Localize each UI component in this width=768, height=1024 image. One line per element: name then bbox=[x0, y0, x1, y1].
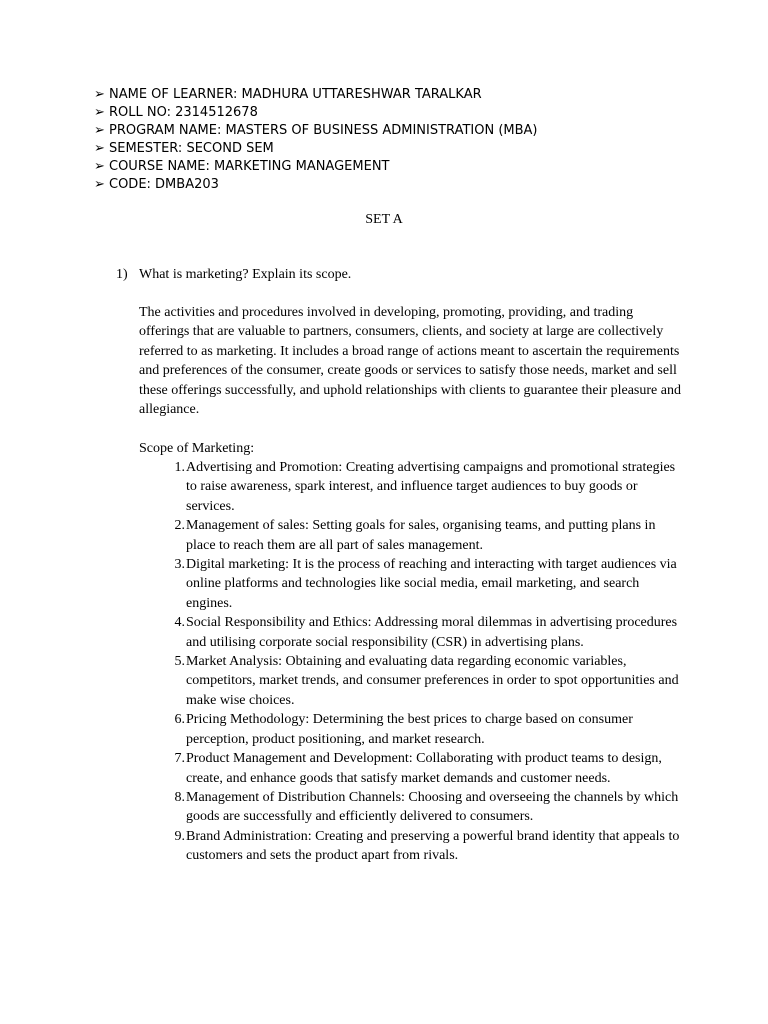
list-item-text: Social Responsibility and Ethics: Addressing moral dilemmas in advertising procedures and utilising corporate social responsibility (CSR) in advertising plans. bbox=[186, 615, 678, 650]
learner-detail-item bbox=[94, 122, 538, 140]
learner-detail-item bbox=[94, 176, 538, 194]
list-item-number: 1. bbox=[174, 460, 185, 475]
list-item-number: 5. bbox=[174, 654, 185, 670]
question bbox=[116, 265, 351, 284]
scope-list bbox=[139, 458, 684, 866]
arrow-bullet-icon: ➢ bbox=[94, 141, 105, 156]
list-item-text: Digital marketing: It is the process of reaching and interacting with target audiences via online platforms and technologies like social media, email marketing, and search engines. bbox=[186, 557, 677, 611]
list-item-number: 9. bbox=[174, 828, 185, 844]
learner-detail-item bbox=[94, 86, 538, 104]
question-number: 1) bbox=[116, 267, 128, 282]
set-title: SET A bbox=[365, 212, 403, 227]
list-item bbox=[139, 516, 684, 555]
list-item-number: 6. bbox=[174, 712, 185, 728]
list-item bbox=[139, 710, 684, 749]
list-item-text: Pricing Methodology: Determining the best prices to charge based on consumer perception, product positioning, and market research. bbox=[186, 712, 633, 747]
arrow-bullet-icon: ➢ bbox=[94, 87, 105, 102]
list-item-number: 4. bbox=[174, 615, 185, 631]
course-code: CODE: DMBA203 bbox=[109, 177, 219, 192]
list-item bbox=[139, 555, 684, 613]
arrow-bullet-icon: ➢ bbox=[94, 177, 105, 192]
learner-detail-item bbox=[94, 104, 538, 122]
list-item bbox=[139, 613, 684, 652]
learner-details-list bbox=[94, 86, 538, 194]
semester: SEMESTER: SECOND SEM bbox=[109, 141, 274, 156]
arrow-bullet-icon: ➢ bbox=[94, 105, 105, 120]
list-item-number: 3. bbox=[174, 557, 185, 573]
learner-detail-item bbox=[94, 140, 538, 158]
scope-heading: Scope of Marketing: bbox=[139, 441, 255, 456]
answer-paragraph: The activities and procedures involved in developing, promoting, providing, and trading offerings that are valuable to partners, consumers, clients, and society at large are collectively referred to as marketing. It includes a broad range of actions meant to ascertain the requirements and preferences of the consumer, create goods or services to satisfy those needs, market and sell these offerings successfully, and uphold relationships with clients to guarantee their pleasure and allegiance. bbox=[139, 305, 681, 418]
list-item bbox=[139, 458, 684, 516]
question-text: What is marketing? Explain its scope. bbox=[139, 267, 352, 282]
course-name: COURSE NAME: MARKETING MANAGEMENT bbox=[109, 159, 390, 174]
list-item-text: Product Management and Development: Collaborating with product teams to design, create, and enhance goods that satisfy market demands and customer needs. bbox=[186, 751, 662, 786]
list-item bbox=[139, 749, 684, 788]
list-item bbox=[139, 788, 684, 827]
program-name: PROGRAM NAME: MASTERS OF BUSINESS ADMINISTRATION (MBA) bbox=[109, 123, 538, 138]
list-item-text: Management of sales: Setting goals for sales, organising teams, and putting plans in place to reach them are all part of sales management. bbox=[186, 518, 656, 553]
roll-number: ROLL NO: 2314512678 bbox=[109, 105, 258, 120]
list-item bbox=[139, 827, 684, 866]
list-item-number: 7. bbox=[174, 751, 185, 767]
list-item bbox=[139, 652, 684, 710]
list-item-text: Brand Administration: Creating and preserving a powerful brand identity that appeals to customers and sets the product apart from rivals. bbox=[186, 828, 680, 864]
list-item-text: Market Analysis: Obtaining and evaluating data regarding economic variables, competitors, market trends, and consumer preferences in order to spot opportunities and make wise choices. bbox=[186, 654, 679, 708]
learner-name: NAME OF LEARNER: MADHURA UTTARESHWAR TARALKAR bbox=[109, 87, 482, 102]
arrow-bullet-icon: ➢ bbox=[94, 123, 105, 138]
learner-detail-item bbox=[94, 158, 538, 176]
list-item-number: 2. bbox=[174, 518, 185, 534]
list-item-text: Management of Distribution Channels: Choosing and overseeing the channels by which goods are successfully and efficiently delivered to consumers. bbox=[186, 789, 679, 825]
list-item-number: 8. bbox=[174, 789, 185, 805]
list-item-text: Advertising and Promotion: Creating advertising campaigns and promotional strategies to raise awareness, spark interest, and influence target audiences to buy goods or services. bbox=[186, 460, 676, 514]
arrow-bullet-icon: ➢ bbox=[94, 159, 105, 174]
